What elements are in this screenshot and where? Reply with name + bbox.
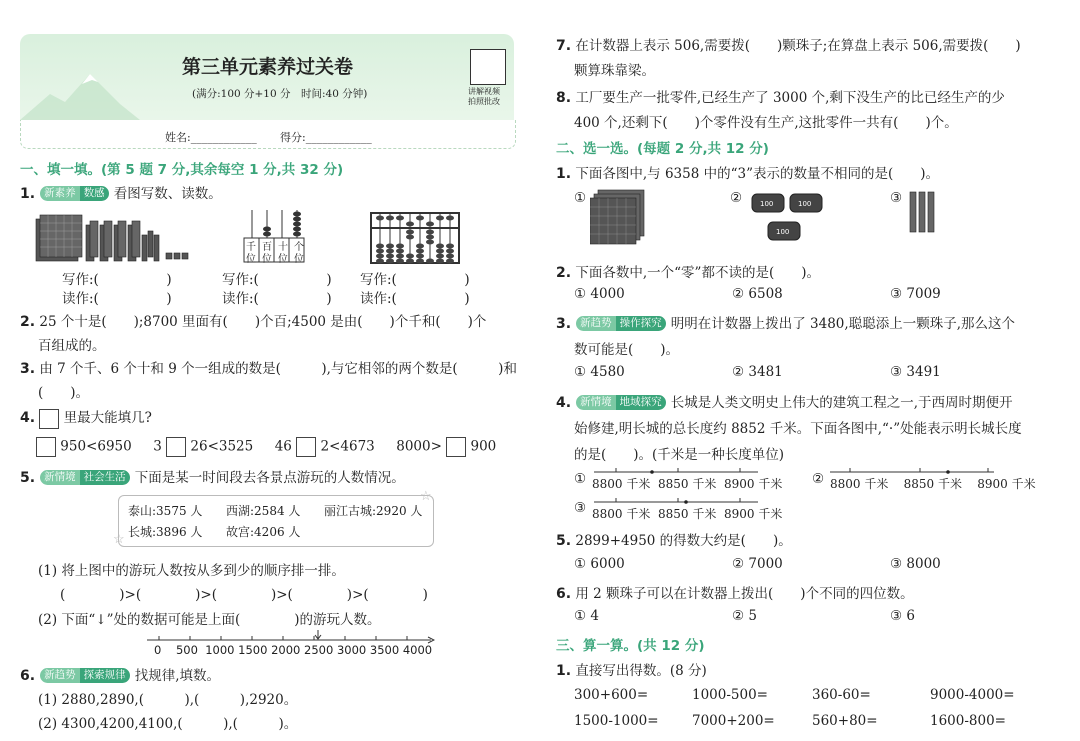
info-taishan: 泰山:3575 人 <box>128 504 203 518</box>
d1-r1-c2[interactable]: 1000-500= <box>692 687 768 703</box>
c2-opt-2[interactable]: ② 6508 <box>732 286 783 302</box>
label-hundreds: 百 <box>262 242 278 253</box>
c6-number: 6. <box>556 586 572 602</box>
q4-number: 4. <box>20 410 36 426</box>
q4-item-1: 950<6950 <box>60 438 132 455</box>
c4-o1-l2: 8850 千米 <box>658 477 717 491</box>
section-1-heading: 一、填一填。(第 5 题 7 分,其余每空 1 分,共 32 分) <box>20 162 344 178</box>
q2-line-1 <box>20 310 486 330</box>
q4-box-icon <box>39 409 59 429</box>
c2-number: 2. <box>556 265 572 281</box>
c6-opt-2[interactable]: ② 5 <box>732 608 757 624</box>
c3-tag <box>576 316 666 331</box>
c5-text: 2899+4950 的得数大约是( )。 <box>575 533 792 549</box>
number-line-ticks <box>154 643 432 657</box>
tick-2500: 2500 <box>304 643 334 657</box>
c4-o1-l3: 8900 千米 <box>724 477 783 491</box>
q4-item-2b: 26<3525 <box>190 438 254 455</box>
c2-line <box>556 261 820 281</box>
tick-1000: 1000 <box>205 643 235 657</box>
c4-text-1: 长城是人类文明史上伟大的建筑工程之一,于西周时期便开 <box>670 395 1013 411</box>
q4-item-2a: 3 <box>153 438 162 455</box>
q6-number: 6. <box>20 668 36 684</box>
q1-read-2[interactable]: 读作:( ) <box>222 291 332 307</box>
page-subtitle: (满分:100 分+10 分 时间:40 分钟) <box>192 88 368 100</box>
q5-line <box>20 466 405 486</box>
info-xihu: 西湖:2584 人 <box>226 504 301 518</box>
c1-text: 下面各图中,与 6358 中的“3”表示的数量不相同的是( )。 <box>575 166 940 182</box>
q1-text: 看图写数、读数。 <box>113 186 222 202</box>
q8-text-1: 工厂要生产一批零件,已经生产了 3000 个,剩下没生产的比已经生产的少 <box>575 90 1005 106</box>
q5-tag-a: 新情境 <box>40 470 80 485</box>
label-wei-3: 位 <box>278 254 294 265</box>
q6-sub2[interactable]: (2) 4300,4200,4100,( ),( )。 <box>38 716 298 732</box>
c5-line <box>556 529 792 549</box>
q4-items <box>36 437 496 457</box>
c2-text: 下面各数中,一个“零”都不读的是( )。 <box>575 265 820 281</box>
q2-text-1: 25 个十是( );8700 里面有( )个百;4500 是由( )个千和( )个 <box>39 314 487 330</box>
q8-number: 8. <box>556 90 572 106</box>
c4-line-2: 始修建,明长城的总长度约 8852 千米。下面各图中,“·”处能表示明长城长度 <box>574 421 1022 437</box>
q5-number: 5. <box>20 470 36 486</box>
name-score-bar <box>20 120 516 149</box>
q1-number: 1. <box>20 186 36 202</box>
label-thousands: 千 <box>246 242 262 253</box>
q8-line-1 <box>556 86 1005 106</box>
c3-tag-b: 操作探究 <box>616 316 666 331</box>
c3-opt-3[interactable]: ③ 3491 <box>890 364 941 380</box>
base-ten-blocks-figure <box>34 213 194 265</box>
q7-number: 7. <box>556 38 572 54</box>
c5-opt-2[interactable]: ② 7000 <box>732 556 783 572</box>
page-title: 第三单元素养过关卷 <box>182 56 354 78</box>
c4-line-3: 的是( )。(千米是一种长度单位) <box>574 447 785 463</box>
q5-sub2: (2) 下面“↓”处的数据可能是上面( )的游玩人数。 <box>38 612 381 628</box>
q8-line-2: 400 个,还剩下( )个零件没有生产,这批零件一共有( )个。 <box>574 115 958 131</box>
q4-item-4b: 900 <box>470 438 497 455</box>
down-arrow-icon <box>315 630 321 639</box>
tick-500: 500 <box>175 643 198 657</box>
c4-opt-2-mark[interactable]: ② <box>812 471 825 487</box>
abacus-figure <box>370 212 460 264</box>
q3-line-1 <box>20 357 517 377</box>
q6-tag <box>40 668 130 683</box>
c2-opt-1[interactable]: ① 4000 <box>574 286 625 302</box>
c4-o3-l1: 8800 千米 <box>592 507 651 521</box>
q5-tag-b: 社会生活 <box>80 470 130 485</box>
q5-sub1: (1) 将上图中的游玩人数按从多到少的顺序排一排。 <box>38 563 345 579</box>
q4-item-4a: 8000> <box>396 438 442 455</box>
tick-0: 0 <box>154 643 162 657</box>
c4-tag-b: 地域探究 <box>616 395 666 410</box>
d1-r2-c4[interactable]: 1600-800= <box>930 713 1006 729</box>
q1-line <box>20 182 222 202</box>
star-icon-1: ☆ <box>420 489 432 504</box>
d1-r1-c3[interactable]: 360-60= <box>812 687 871 703</box>
c5-opt-1[interactable]: ① 6000 <box>574 556 625 572</box>
qr-caption-1: 讲解视频 <box>468 87 500 96</box>
q6-tag-a: 新趋势 <box>40 668 80 683</box>
c4-opt-3-labels <box>592 505 782 522</box>
q7-line-1 <box>556 34 1021 54</box>
c1-bundles <box>748 188 828 250</box>
c4-o3-l2: 8850 千米 <box>658 507 717 521</box>
d1-r1-c4[interactable]: 9000-4000= <box>930 687 1015 703</box>
c1-line <box>556 162 939 182</box>
q3-number: 3. <box>20 361 36 377</box>
qr-caption-2: 拍照批改 <box>468 97 500 106</box>
c1-hundreds-blocks <box>590 188 650 248</box>
q5-sub1-blanks[interactable]: ( )>( )>( )>( )>( ) <box>60 587 428 603</box>
c5-number: 5. <box>556 533 572 549</box>
q5-tag <box>40 470 130 485</box>
q1-write-1[interactable]: 写作:( ) <box>62 272 172 288</box>
label-wei-1: 位 <box>246 254 262 265</box>
c3-opt-1[interactable]: ① 4580 <box>574 364 625 380</box>
c4-o1-l1: 8800 千米 <box>592 477 651 491</box>
d1-r1-c1[interactable]: 300+600= <box>574 687 649 703</box>
c6-opt-1[interactable]: ① 4 <box>574 608 599 624</box>
c1-rods <box>908 190 938 234</box>
d1-r2-c2[interactable]: 7000+200= <box>692 713 775 729</box>
c3-opt-2[interactable]: ② 3481 <box>732 364 783 380</box>
tick-4000: 4000 <box>402 643 433 657</box>
tick-3500: 3500 <box>369 643 400 657</box>
q4-box-2[interactable] <box>166 437 186 457</box>
mountain-decoration <box>20 64 140 120</box>
c4-number: 4. <box>556 395 572 411</box>
q1-tag-a: 新素养 <box>40 186 80 201</box>
c3-text-1: 明明在计数器上拨出了 3480,聪聪添上一颗珠子,那么这个 <box>670 316 1015 332</box>
d1-r2-c1[interactable]: 1500-1000= <box>574 713 659 729</box>
c4-line-1 <box>556 391 1013 411</box>
label-ones: 个 <box>294 242 310 253</box>
section-3-heading: 三、算一算。(共 12 分) <box>556 638 705 654</box>
q6-tag-b: 探索规律 <box>80 668 130 683</box>
q4-box-1[interactable] <box>36 437 56 457</box>
label-tens: 十 <box>278 242 294 253</box>
c3-line-2: 数可能是( )。 <box>574 342 680 358</box>
c3-number: 3. <box>556 316 572 332</box>
q6-line <box>20 664 220 684</box>
q7-text-1: 在计数器上表示 506,需要拨( )颗珠子;在算盘上表示 506,需要拨( ) <box>575 38 1021 54</box>
info-gugong: 故宫:4206 人 <box>226 525 301 539</box>
c1-number: 1. <box>556 166 572 182</box>
q1-write-3[interactable]: 写作:( ) <box>360 272 470 288</box>
q5-text: 下面是某一时间段去各景点游玩的人数情况。 <box>134 470 405 486</box>
c1-opt-1[interactable]: ① <box>574 190 587 206</box>
q7-line-2: 颗算珠靠梁。 <box>574 63 655 79</box>
c3-line-1 <box>556 312 1015 332</box>
q1-tag-b: 数感 <box>80 186 109 201</box>
d1-text: 直接写出得数。(8 分) <box>575 663 707 679</box>
c1-opt-2[interactable]: ② <box>730 190 743 206</box>
c4-o3-l3: 8900 千米 <box>724 507 783 521</box>
c4-o2-l1: 8800 千米 <box>830 477 889 491</box>
c4-opt-2-labels <box>830 475 1036 492</box>
c2-opt-3[interactable]: ③ 7009 <box>890 286 941 302</box>
q4-item-3a: 46 <box>274 438 292 455</box>
q1-read-1[interactable]: 读作:( ) <box>62 291 172 307</box>
c6-line <box>556 582 914 602</box>
q4-box-3[interactable] <box>296 437 316 457</box>
c6-opt-3[interactable]: ③ 6 <box>890 608 915 624</box>
q3-line-2: ( )。 <box>38 385 90 401</box>
q2-line-2: 百组成的。 <box>38 338 106 354</box>
c3-tag-a: 新趋势 <box>576 316 616 331</box>
name-field[interactable]: 姓名:____________ <box>165 131 257 144</box>
c4-tag-a: 新情境 <box>576 395 616 410</box>
q6-text: 找规律,填数。 <box>134 668 221 684</box>
c4-opt-1-labels <box>592 475 782 492</box>
c1-opt-3[interactable]: ③ <box>890 190 903 206</box>
info-lijiang: 丽江古城:2920 人 <box>324 504 423 518</box>
q4-line-1 <box>20 406 152 429</box>
svg-text:100: 100 <box>776 228 790 236</box>
c6-text: 用 2 颗珠子可以在计数器上拨出( )个不同的四位数。 <box>575 586 914 602</box>
label-wei-4: 位 <box>294 254 310 265</box>
q1-read-3[interactable]: 读作:( ) <box>360 291 470 307</box>
info-changcheng: 长城:3896 人 <box>128 525 203 539</box>
q2-number: 2. <box>20 314 36 330</box>
c4-opt-1-mark[interactable]: ① <box>574 471 587 487</box>
c4-opt-3-mark[interactable]: ③ <box>574 500 587 516</box>
q6-sub1[interactable]: (1) 2880,2890,( ),( ),2920。 <box>38 692 298 708</box>
score-field[interactable]: 得分:____________ <box>280 131 372 144</box>
label-wei-2: 位 <box>262 254 278 265</box>
qr-code-icon[interactable] <box>470 49 506 85</box>
tick-1500: 1500 <box>238 643 268 657</box>
tick-3000: 3000 <box>336 643 367 657</box>
q1-write-2[interactable]: 写作:( ) <box>222 272 332 288</box>
q4-text: 里最大能填几? <box>63 410 152 426</box>
q3-text-1: 由 7 个千、6 个十和 9 个一组成的数是( ),与它相邻的两个数是( )和 <box>39 361 517 377</box>
star-icon-2: ☆ <box>113 532 125 547</box>
q1-tag <box>40 186 109 201</box>
d1-number: 1. <box>556 663 572 679</box>
svg-text:100: 100 <box>760 200 774 208</box>
place-labels-2 <box>246 250 310 265</box>
section-2-heading: 二、选一选。(每题 2 分,共 12 分) <box>556 141 769 157</box>
tick-2000: 2000 <box>271 643 301 657</box>
q4-item-3b: 2<4673 <box>320 438 375 455</box>
c4-o2-l2: 8850 千米 <box>903 477 962 491</box>
q4-box-4[interactable] <box>446 437 466 457</box>
number-line <box>145 630 435 644</box>
d1-line <box>556 659 707 679</box>
c4-tag <box>576 395 666 410</box>
d1-r2-c3[interactable]: 560+80= <box>812 713 878 729</box>
c5-opt-3[interactable]: ③ 8000 <box>890 556 941 572</box>
svg-text:100: 100 <box>798 200 812 208</box>
c4-o2-l3: 8900 千米 <box>977 477 1036 491</box>
